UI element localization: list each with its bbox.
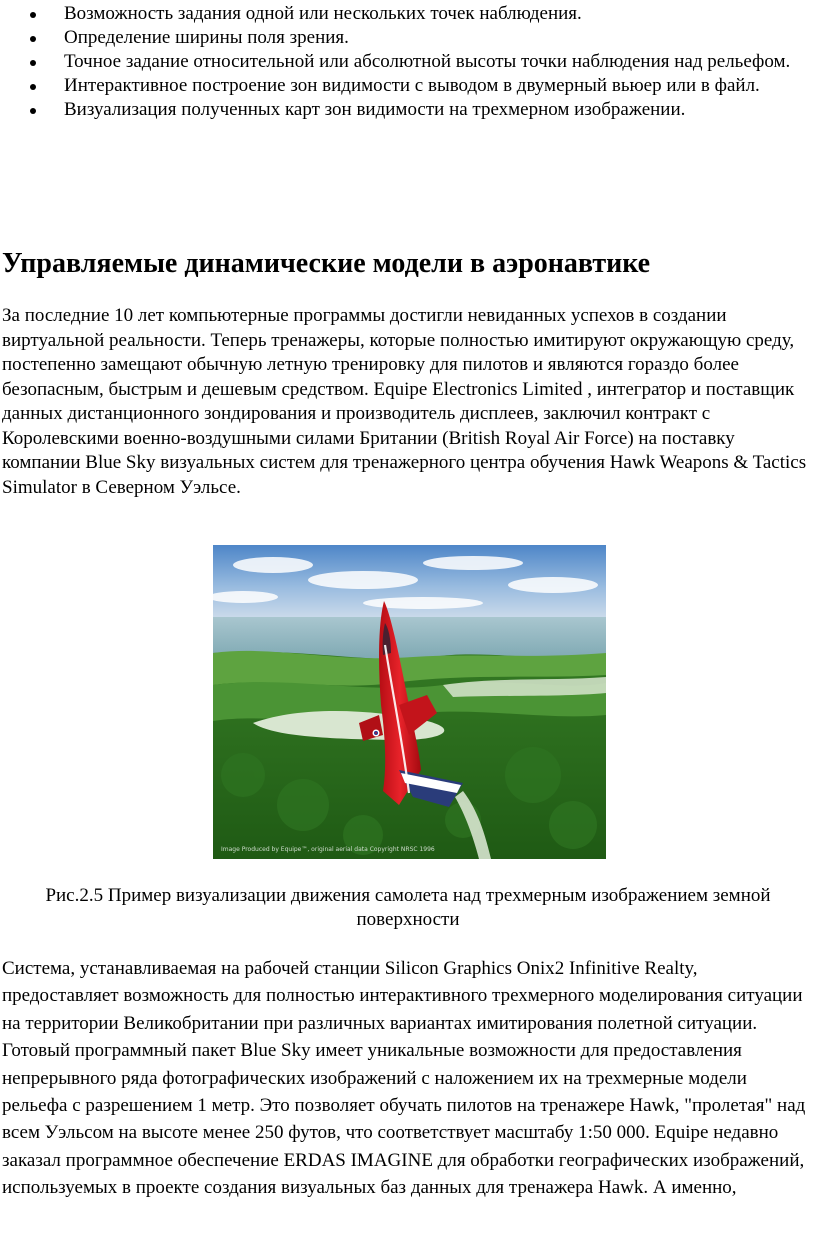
- bullet-item: [28, 2, 798, 26]
- figure-aircraft-over-terrain: [213, 545, 606, 859]
- bullet-dot-icon: [30, 60, 36, 66]
- body-paragraph: Система, устанавливаемая на рабочей станции Silicon Graphics Onix2 Infinitive Realty, предоставляет возможность для полностью интерактивного трехмерного моделирования ситуации на территории Великобритании при различных вариантах имитирования полетной ситуации. Готовый программный пакет Blue Sky имеет уникальные возможности для предоставления непрерывного ряда фотографических изображений с наложением их на трехмерные модели рельефа с разрешением 1 метр. Это позволяет обучать пилотов на тренажере Hawk, "пролетая" над всем Уэльсом на высоте менее 250 футов, что соответствует масштабу 1:50 000. Equipe недавно заказал программное обеспечение ERDAS IMAGINE для обработки географических изображений, используемых в проекте создания визуальных баз данных для тренажера Hawk. А именно,: [2, 958, 806, 1199]
- figure-credit-watermark: Image Produced by Equipe™, original aerial data Copyright NRSC 1996: [221, 846, 435, 853]
- feature-bullet-list: [28, 2, 798, 122]
- section-heading: Управляемые динамические модели в аэронавтике: [2, 248, 651, 279]
- bullet-dot-icon: [30, 108, 36, 114]
- bullet-text: Визуализация полученных карт зон видимости на трехмерном изображении.: [64, 99, 686, 120]
- bullet-text: Определение ширины поля зрения.: [64, 27, 349, 48]
- bullet-text: Точное задание относительной или абсолютной высоты точки наблюдения над рельефом.: [64, 51, 791, 72]
- aircraft-terrain-image: [213, 545, 606, 859]
- bullet-item: [28, 74, 798, 98]
- bullet-item: [28, 50, 798, 74]
- bullet-text: Возможность задания одной или нескольких точек наблюдения.: [64, 3, 582, 24]
- bullet-dot-icon: [30, 12, 36, 18]
- figure-caption: Рис.2.5 Пример визуализации движения самолета над трехмерным изображением земной поверхности: [45, 885, 771, 930]
- bullet-dot-icon: [30, 84, 36, 90]
- bullet-item: [28, 26, 798, 50]
- body-paragraph: За последние 10 лет компьютерные программы достигли невиданных успехов в создании виртуальной реальности. Теперь тренажеры, которые полностью имитируют окружающую среду, постепенно замещают обычную летную тренировку для пилотов и являются гораздо более безопасным, быстрым и дешевым средством. Equipe Electronics Limited , интегратор и поставщик данных дистанционного зондирования и производитель дисплеев, заключил контракт с Королевскими военно-воздушными силами Британии (British Royal Air Force) на поставку компании Blue Sky визуальных систем для тренажерного центра обучения Hawk Weapons & Tactics Simulator в Северном Уэльсе.: [2, 305, 807, 498]
- bullet-dot-icon: [30, 36, 36, 42]
- bullet-text: Интерактивное построение зон видимости с выводом в двумерный вьюер или в файл.: [64, 75, 760, 96]
- bullet-item: [28, 98, 798, 122]
